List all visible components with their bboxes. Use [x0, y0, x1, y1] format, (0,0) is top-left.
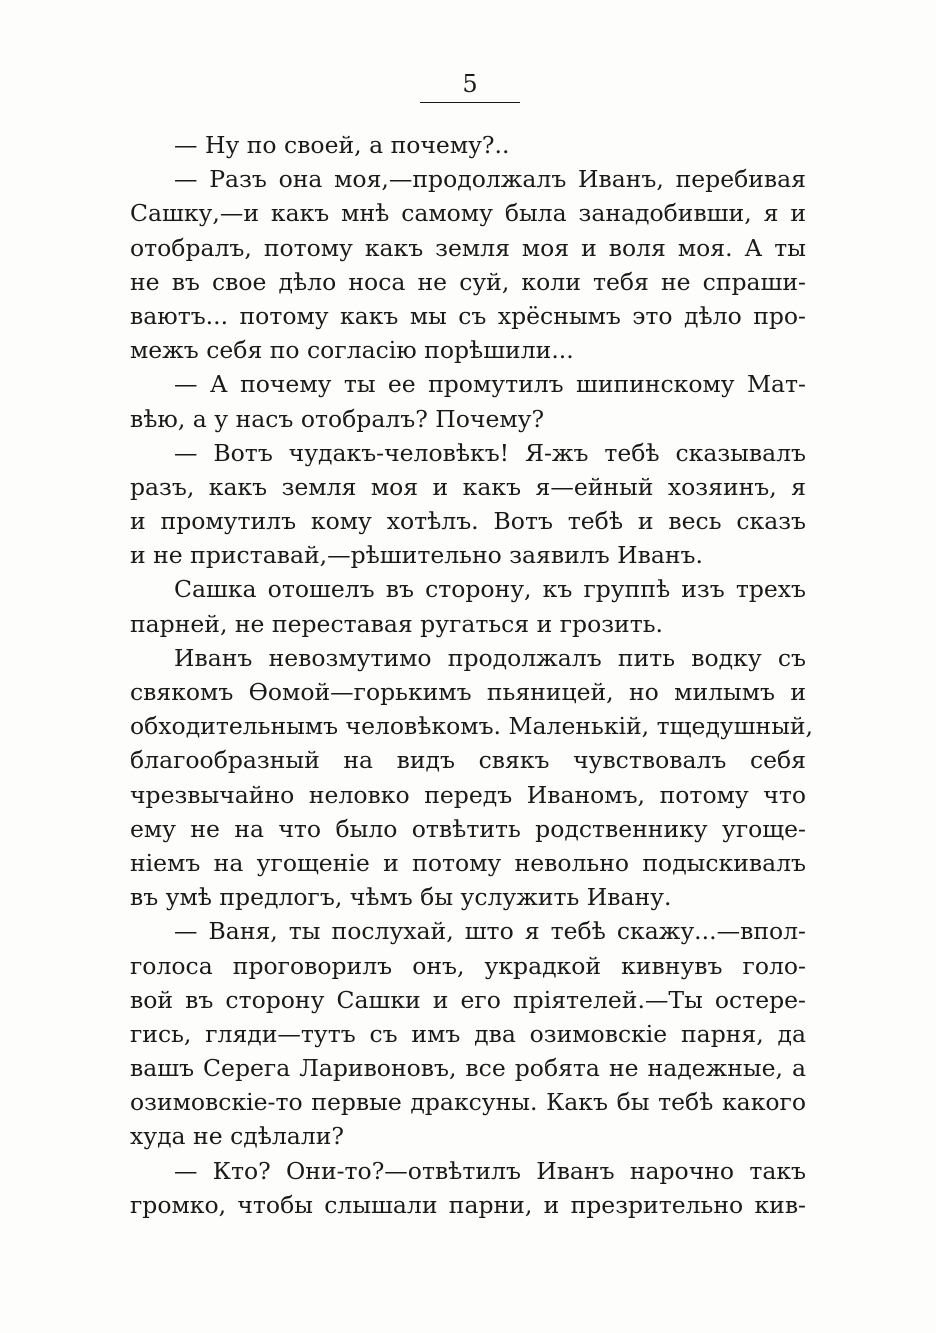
text-line: въ умѣ предлогъ, чѣмъ бы услужить Ивану.	[130, 883, 672, 912]
text-line: и промутилъ кому хотѣлъ. Вотъ тебѣ и весь сказъ	[130, 507, 806, 536]
text-line: — Ваня, ты послухай, што я тебѣ скажу...—впол-	[174, 917, 806, 946]
text-line: — Вотъ чудакъ-человѣкъ! Я-жъ тебѣ сказывалъ	[174, 438, 806, 467]
text-line: и не приставай,—рѣшительно заявилъ Иванъ.	[130, 541, 703, 570]
body-text	[130, 128, 814, 1222]
text-line: худа не сдѣлали?	[130, 1122, 345, 1151]
text-line: вѣю, а у насъ отобралъ? Почему?	[130, 404, 545, 433]
text-line: — Кто? Они-то?—отвѣтилъ Иванъ нарочно такъ	[174, 1156, 806, 1185]
text-line: ваютъ... потому какъ мы съ хрёснымъ это дѣло про-	[130, 301, 806, 330]
text-line: свякомъ Ѳомой—горькимъ пьяницей, но милымъ и	[130, 678, 806, 706]
text-line: разъ, какъ земля моя и какъ я—ейный хозяинъ, я	[130, 472, 806, 501]
text-line: обходительнымъ человѣкомъ. Маленькій, тщедушный,	[130, 712, 814, 741]
text-line: озимовскіе-то первые драксуны. Какъ бы тебѣ какого	[130, 1088, 806, 1117]
text-line: громко, чтобы слышали парни, и презрительно кив-	[130, 1190, 806, 1219]
text-line: ему не на что было отвѣтить родственнику угоще-	[130, 814, 806, 843]
text-line: — Разъ она моя,—продолжалъ Иванъ, перебивая	[174, 165, 806, 194]
text-line: межъ себя по согласію порѣшили...	[130, 336, 574, 365]
text-line: Сашку,—и какъ мнѣ самому была занадобивши, я и	[130, 199, 806, 228]
page-number: 5	[462, 70, 478, 98]
text-line: не въ свое дѣло носа не суй, коли тебя не спраши-	[130, 267, 806, 296]
header-rule	[420, 102, 520, 103]
text-line: отобралъ, потому какъ земля моя и воля моя. А ты	[130, 233, 806, 262]
text-line: вой въ сторону Сашки и его пріятелей.—Ты остере-	[130, 985, 806, 1014]
text-line: Сашка отошелъ въ сторону, къ группѣ изъ трехъ	[174, 575, 806, 604]
text-line: парней, не переставая ругаться и грозить.	[130, 609, 663, 638]
text-line: вашъ Серега Ларивоновъ, все робята не надежные, а	[130, 1054, 806, 1083]
text-line: гись, гляди—тутъ съ имъ два озимовскіе парня, да	[130, 1019, 806, 1048]
text-line: чрезвычайно неловко передъ Иваномъ, потому что	[130, 780, 806, 809]
text-line: голоса проговорилъ онъ, украдкой кивнувъ голо-	[130, 951, 806, 980]
text-line: — Ну по своей, а почему?..	[174, 131, 510, 159]
text-line: — А почему ты ее промутилъ шипинскому Мат-	[174, 370, 806, 399]
text-line: ніемъ на угощеніе и потому невольно подыскивалъ	[130, 848, 806, 877]
text-line: благообразный на видъ свякъ чувствовалъ себя	[130, 746, 806, 775]
page-header	[420, 70, 520, 103]
text-line: Иванъ невозмутимо продолжалъ пить водку съ	[174, 643, 806, 672]
